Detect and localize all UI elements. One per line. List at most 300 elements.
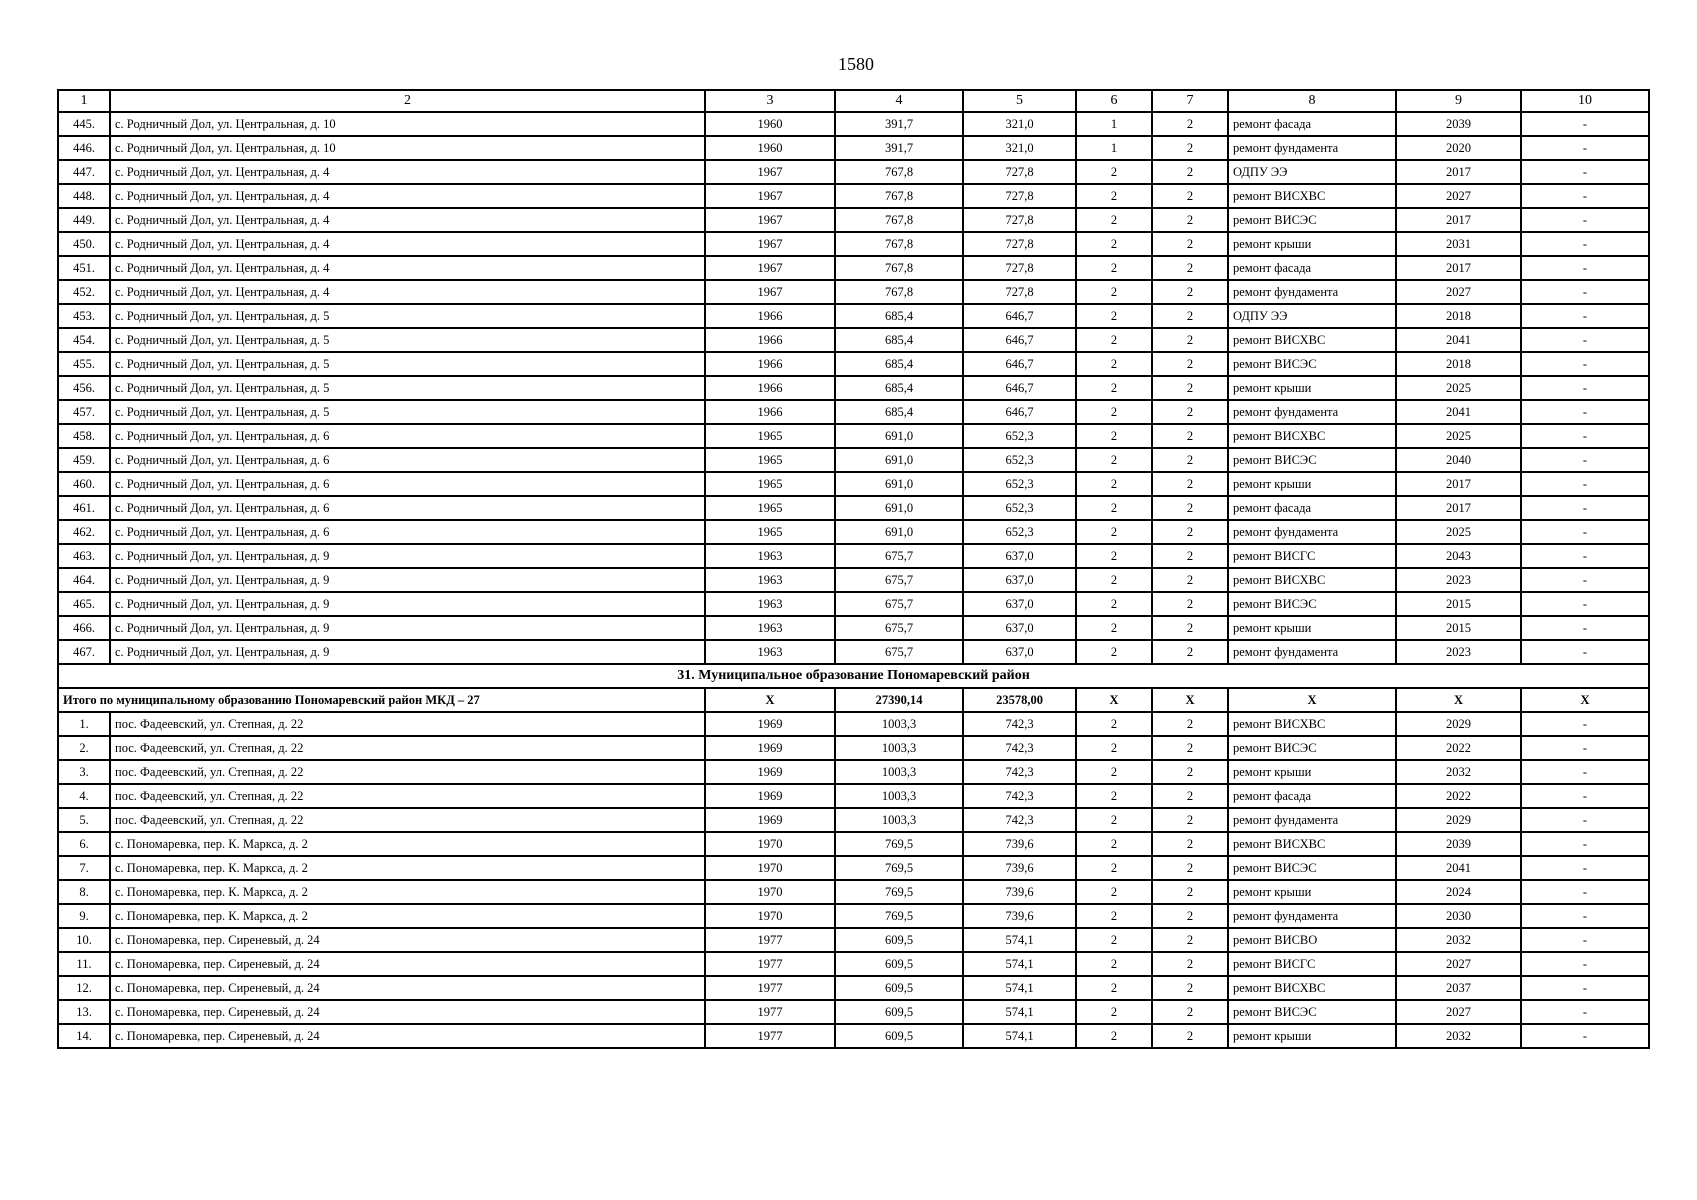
entrances-cell: 2 bbox=[1152, 352, 1228, 376]
work-type-cell: ремонт крыши bbox=[1228, 880, 1396, 904]
entrances-cell: 2 bbox=[1152, 1024, 1228, 1048]
planned-year-cell: 2022 bbox=[1396, 784, 1521, 808]
total-area-cell: 767,8 bbox=[835, 208, 963, 232]
table-row bbox=[58, 760, 1649, 784]
table-row bbox=[58, 976, 1649, 1000]
table-row bbox=[58, 736, 1649, 760]
address-cell: с. Родничный Дол, ул. Центральная, д. 6 bbox=[110, 496, 705, 520]
living-area-cell: 574,1 bbox=[963, 1024, 1076, 1048]
year-built-cell: 1965 bbox=[705, 472, 835, 496]
work-type-cell: ремонт ВИСХВС bbox=[1228, 424, 1396, 448]
floors-cell: 2 bbox=[1076, 904, 1152, 928]
floors-cell: 2 bbox=[1076, 400, 1152, 424]
entrances-cell: 2 bbox=[1152, 184, 1228, 208]
table-row bbox=[58, 784, 1649, 808]
planned-year-cell: 2025 bbox=[1396, 520, 1521, 544]
column-header: 2 bbox=[110, 90, 705, 112]
work-type-cell: ремонт крыши bbox=[1228, 232, 1396, 256]
living-area-cell: 742,3 bbox=[963, 736, 1076, 760]
floors-cell: 2 bbox=[1076, 880, 1152, 904]
table-row bbox=[58, 400, 1649, 424]
row-number-cell: 452. bbox=[58, 280, 110, 304]
work-type-cell: ремонт фасада bbox=[1228, 256, 1396, 280]
living-area-cell: 727,8 bbox=[963, 256, 1076, 280]
total-area-cell: 767,8 bbox=[835, 256, 963, 280]
planned-year-cell: 2020 bbox=[1396, 136, 1521, 160]
planned-year-cell: 2041 bbox=[1396, 400, 1521, 424]
total-area-cell: 685,4 bbox=[835, 328, 963, 352]
year-built-cell: 1977 bbox=[705, 1024, 835, 1048]
note-cell: - bbox=[1521, 904, 1649, 928]
column-header: 8 bbox=[1228, 90, 1396, 112]
living-area-cell: 727,8 bbox=[963, 280, 1076, 304]
entrances-cell: 2 bbox=[1152, 304, 1228, 328]
total-area-cell: 609,5 bbox=[835, 1024, 963, 1048]
table-row bbox=[58, 232, 1649, 256]
rows-before-section bbox=[58, 112, 1649, 664]
year-built-cell: 1965 bbox=[705, 520, 835, 544]
note-cell: - bbox=[1521, 472, 1649, 496]
table-row bbox=[58, 376, 1649, 400]
floors-cell: 2 bbox=[1076, 496, 1152, 520]
address-cell: с. Родничный Дол, ул. Центральная, д. 10 bbox=[110, 136, 705, 160]
row-number-cell: 465. bbox=[58, 592, 110, 616]
total-area-cell: 685,4 bbox=[835, 400, 963, 424]
total-cell: 23578,00 bbox=[963, 688, 1076, 712]
row-number-cell: 4. bbox=[58, 784, 110, 808]
row-number-cell: 11. bbox=[58, 952, 110, 976]
entrances-cell: 2 bbox=[1152, 880, 1228, 904]
total-area-cell: 675,7 bbox=[835, 640, 963, 664]
address-cell: с. Пономаревка, пер. Сиреневый, д. 24 bbox=[110, 1000, 705, 1024]
total-area-cell: 769,5 bbox=[835, 856, 963, 880]
row-number-cell: 463. bbox=[58, 544, 110, 568]
planned-year-cell: 2027 bbox=[1396, 280, 1521, 304]
planned-year-cell: 2025 bbox=[1396, 424, 1521, 448]
work-type-cell: ремонт ВИСХВС bbox=[1228, 328, 1396, 352]
note-cell: - bbox=[1521, 400, 1649, 424]
row-number-cell: 6. bbox=[58, 832, 110, 856]
note-cell: - bbox=[1521, 304, 1649, 328]
address-cell: с. Пономаревка, пер. К. Маркса, д. 2 bbox=[110, 832, 705, 856]
floors-cell: 2 bbox=[1076, 232, 1152, 256]
row-number-cell: 447. bbox=[58, 160, 110, 184]
row-number-cell: 460. bbox=[58, 472, 110, 496]
total-row bbox=[58, 688, 1649, 712]
floors-cell: 1 bbox=[1076, 136, 1152, 160]
total-area-cell: 1003,3 bbox=[835, 736, 963, 760]
table-row bbox=[58, 856, 1649, 880]
living-area-cell: 742,3 bbox=[963, 760, 1076, 784]
note-cell: - bbox=[1521, 856, 1649, 880]
address-cell: с. Родничный Дол, ул. Центральная, д. 4 bbox=[110, 208, 705, 232]
address-cell: с. Родничный Дол, ул. Центральная, д. 4 bbox=[110, 160, 705, 184]
address-cell: с. Родничный Дол, ул. Центральная, д. 6 bbox=[110, 424, 705, 448]
planned-year-cell: 2039 bbox=[1396, 112, 1521, 136]
year-built-cell: 1960 bbox=[705, 112, 835, 136]
planned-year-cell: 2015 bbox=[1396, 616, 1521, 640]
living-area-cell: 574,1 bbox=[963, 928, 1076, 952]
work-type-cell: ремонт ВИСХВС bbox=[1228, 568, 1396, 592]
table-row bbox=[58, 568, 1649, 592]
entrances-cell: 2 bbox=[1152, 520, 1228, 544]
column-header: 4 bbox=[835, 90, 963, 112]
row-number-cell: 467. bbox=[58, 640, 110, 664]
entrances-cell: 2 bbox=[1152, 280, 1228, 304]
note-cell: - bbox=[1521, 1000, 1649, 1024]
entrances-cell: 2 bbox=[1152, 976, 1228, 1000]
row-number-cell: 449. bbox=[58, 208, 110, 232]
address-cell: с. Родничный Дол, ул. Центральная, д. 9 bbox=[110, 592, 705, 616]
living-area-cell: 637,0 bbox=[963, 544, 1076, 568]
planned-year-cell: 2024 bbox=[1396, 880, 1521, 904]
address-cell: с. Пономаревка, пер. Сиреневый, д. 24 bbox=[110, 976, 705, 1000]
total-area-cell: 1003,3 bbox=[835, 760, 963, 784]
column-number-header-row bbox=[58, 90, 1649, 112]
address-cell: пос. Фадеевский, ул. Степная, д. 22 bbox=[110, 712, 705, 736]
entrances-cell: 2 bbox=[1152, 424, 1228, 448]
entrances-cell: 2 bbox=[1152, 232, 1228, 256]
planned-year-cell: 2040 bbox=[1396, 448, 1521, 472]
note-cell: - bbox=[1521, 736, 1649, 760]
table-row bbox=[58, 136, 1649, 160]
section-block bbox=[58, 664, 1649, 712]
note-cell: - bbox=[1521, 976, 1649, 1000]
table-row bbox=[58, 904, 1649, 928]
year-built-cell: 1977 bbox=[705, 928, 835, 952]
living-area-cell: 646,7 bbox=[963, 400, 1076, 424]
entrances-cell: 2 bbox=[1152, 208, 1228, 232]
floors-cell: 2 bbox=[1076, 952, 1152, 976]
planned-year-cell: 2027 bbox=[1396, 952, 1521, 976]
table-row bbox=[58, 424, 1649, 448]
address-cell: с. Пономаревка, пер. Сиреневый, д. 24 bbox=[110, 1024, 705, 1048]
entrances-cell: 2 bbox=[1152, 760, 1228, 784]
table-row bbox=[58, 112, 1649, 136]
entrances-cell: 2 bbox=[1152, 640, 1228, 664]
entrances-cell: 2 bbox=[1152, 616, 1228, 640]
floors-cell: 2 bbox=[1076, 808, 1152, 832]
total-area-cell: 769,5 bbox=[835, 904, 963, 928]
floors-cell: 2 bbox=[1076, 712, 1152, 736]
address-cell: с. Родничный Дол, ул. Центральная, д. 5 bbox=[110, 328, 705, 352]
total-area-cell: 691,0 bbox=[835, 520, 963, 544]
total-area-cell: 767,8 bbox=[835, 280, 963, 304]
floors-cell: 2 bbox=[1076, 256, 1152, 280]
work-type-cell: ремонт крыши bbox=[1228, 376, 1396, 400]
entrances-cell: 2 bbox=[1152, 400, 1228, 424]
total-area-cell: 609,5 bbox=[835, 928, 963, 952]
entrances-cell: 2 bbox=[1152, 808, 1228, 832]
living-area-cell: 646,7 bbox=[963, 352, 1076, 376]
living-area-cell: 652,3 bbox=[963, 472, 1076, 496]
year-built-cell: 1966 bbox=[705, 328, 835, 352]
address-cell: с. Родничный Дол, ул. Центральная, д. 9 bbox=[110, 544, 705, 568]
entrances-cell: 2 bbox=[1152, 544, 1228, 568]
year-built-cell: 1963 bbox=[705, 640, 835, 664]
year-built-cell: 1970 bbox=[705, 880, 835, 904]
work-type-cell: ремонт крыши bbox=[1228, 616, 1396, 640]
note-cell: - bbox=[1521, 928, 1649, 952]
planned-year-cell: 2032 bbox=[1396, 1024, 1521, 1048]
living-area-cell: 646,7 bbox=[963, 304, 1076, 328]
entrances-cell: 2 bbox=[1152, 568, 1228, 592]
row-number-cell: 13. bbox=[58, 1000, 110, 1024]
total-area-cell: 391,7 bbox=[835, 112, 963, 136]
row-number-cell: 453. bbox=[58, 304, 110, 328]
repair-schedule-table bbox=[57, 89, 1650, 1049]
entrances-cell: 2 bbox=[1152, 712, 1228, 736]
total-area-cell: 1003,3 bbox=[835, 808, 963, 832]
living-area-cell: 574,1 bbox=[963, 1000, 1076, 1024]
planned-year-cell: 2027 bbox=[1396, 184, 1521, 208]
living-area-cell: 321,0 bbox=[963, 136, 1076, 160]
year-built-cell: 1967 bbox=[705, 160, 835, 184]
floors-cell: 2 bbox=[1076, 976, 1152, 1000]
living-area-cell: 652,3 bbox=[963, 424, 1076, 448]
living-area-cell: 646,7 bbox=[963, 376, 1076, 400]
row-number-cell: 10. bbox=[58, 928, 110, 952]
entrances-cell: 2 bbox=[1152, 592, 1228, 616]
living-area-cell: 739,6 bbox=[963, 832, 1076, 856]
planned-year-cell: 2032 bbox=[1396, 928, 1521, 952]
address-cell: с. Родничный Дол, ул. Центральная, д. 6 bbox=[110, 520, 705, 544]
work-type-cell: ремонт ВИСГС bbox=[1228, 544, 1396, 568]
floors-cell: 2 bbox=[1076, 760, 1152, 784]
total-cell: 27390,14 bbox=[835, 688, 963, 712]
total-area-cell: 675,7 bbox=[835, 616, 963, 640]
table-row bbox=[58, 304, 1649, 328]
row-number-cell: 1. bbox=[58, 712, 110, 736]
table-row bbox=[58, 808, 1649, 832]
work-type-cell: ремонт ВИСЭС bbox=[1228, 856, 1396, 880]
column-header: 1 bbox=[58, 90, 110, 112]
work-type-cell: ремонт фундамента bbox=[1228, 808, 1396, 832]
note-cell: - bbox=[1521, 448, 1649, 472]
total-cell: X bbox=[1152, 688, 1228, 712]
address-cell: с. Родничный Дол, ул. Центральная, д. 5 bbox=[110, 376, 705, 400]
table-row bbox=[58, 328, 1649, 352]
table-row bbox=[58, 256, 1649, 280]
year-built-cell: 1965 bbox=[705, 448, 835, 472]
work-type-cell: ремонт ВИСГС bbox=[1228, 952, 1396, 976]
year-built-cell: 1969 bbox=[705, 808, 835, 832]
year-built-cell: 1977 bbox=[705, 1000, 835, 1024]
total-cell: X bbox=[705, 688, 835, 712]
entrances-cell: 2 bbox=[1152, 496, 1228, 520]
entrances-cell: 2 bbox=[1152, 448, 1228, 472]
work-type-cell: ремонт ВИСЭС bbox=[1228, 1000, 1396, 1024]
column-header: 6 bbox=[1076, 90, 1152, 112]
work-type-cell: ремонт ВИСХВС bbox=[1228, 184, 1396, 208]
table-row bbox=[58, 928, 1649, 952]
note-cell: - bbox=[1521, 232, 1649, 256]
total-area-cell: 685,4 bbox=[835, 304, 963, 328]
work-type-cell: ремонт ВИСВО bbox=[1228, 928, 1396, 952]
address-cell: с. Родничный Дол, ул. Центральная, д. 10 bbox=[110, 112, 705, 136]
entrances-cell: 2 bbox=[1152, 952, 1228, 976]
table-row bbox=[58, 640, 1649, 664]
address-cell: с. Родничный Дол, ул. Центральная, д. 5 bbox=[110, 400, 705, 424]
section-title-row bbox=[58, 664, 1649, 688]
year-built-cell: 1966 bbox=[705, 304, 835, 328]
note-cell: - bbox=[1521, 712, 1649, 736]
entrances-cell: 2 bbox=[1152, 736, 1228, 760]
row-number-cell: 455. bbox=[58, 352, 110, 376]
floors-cell: 2 bbox=[1076, 928, 1152, 952]
year-built-cell: 1970 bbox=[705, 832, 835, 856]
year-built-cell: 1969 bbox=[705, 736, 835, 760]
planned-year-cell: 2017 bbox=[1396, 160, 1521, 184]
living-area-cell: 646,7 bbox=[963, 328, 1076, 352]
work-type-cell: ремонт крыши bbox=[1228, 472, 1396, 496]
total-area-cell: 769,5 bbox=[835, 832, 963, 856]
row-number-cell: 464. bbox=[58, 568, 110, 592]
living-area-cell: 637,0 bbox=[963, 568, 1076, 592]
row-number-cell: 2. bbox=[58, 736, 110, 760]
entrances-cell: 2 bbox=[1152, 1000, 1228, 1024]
note-cell: - bbox=[1521, 520, 1649, 544]
planned-year-cell: 2018 bbox=[1396, 304, 1521, 328]
year-built-cell: 1969 bbox=[705, 784, 835, 808]
address-cell: с. Пономаревка, пер. К. Маркса, д. 2 bbox=[110, 904, 705, 928]
living-area-cell: 637,0 bbox=[963, 592, 1076, 616]
rows-after-section bbox=[58, 712, 1649, 1048]
planned-year-cell: 2017 bbox=[1396, 472, 1521, 496]
entrances-cell: 2 bbox=[1152, 112, 1228, 136]
note-cell: - bbox=[1521, 280, 1649, 304]
note-cell: - bbox=[1521, 760, 1649, 784]
table-row bbox=[58, 952, 1649, 976]
year-built-cell: 1966 bbox=[705, 376, 835, 400]
work-type-cell: ремонт ВИСХВС bbox=[1228, 832, 1396, 856]
floors-cell: 1 bbox=[1076, 112, 1152, 136]
planned-year-cell: 2030 bbox=[1396, 904, 1521, 928]
planned-year-cell: 2027 bbox=[1396, 1000, 1521, 1024]
floors-cell: 2 bbox=[1076, 1024, 1152, 1048]
planned-year-cell: 2043 bbox=[1396, 544, 1521, 568]
floors-cell: 2 bbox=[1076, 832, 1152, 856]
living-area-cell: 652,3 bbox=[963, 520, 1076, 544]
column-header: 9 bbox=[1396, 90, 1521, 112]
row-number-cell: 14. bbox=[58, 1024, 110, 1048]
floors-cell: 2 bbox=[1076, 544, 1152, 568]
work-type-cell: ремонт ВИСХВС bbox=[1228, 712, 1396, 736]
year-built-cell: 1977 bbox=[705, 952, 835, 976]
work-type-cell: ремонт фундамента bbox=[1228, 136, 1396, 160]
floors-cell: 2 bbox=[1076, 208, 1152, 232]
planned-year-cell: 2023 bbox=[1396, 640, 1521, 664]
address-cell: с. Родничный Дол, ул. Центральная, д. 6 bbox=[110, 448, 705, 472]
floors-cell: 2 bbox=[1076, 616, 1152, 640]
year-built-cell: 1967 bbox=[705, 232, 835, 256]
entrances-cell: 2 bbox=[1152, 328, 1228, 352]
total-cell: X bbox=[1228, 688, 1396, 712]
work-type-cell: ремонт фундамента bbox=[1228, 400, 1396, 424]
entrances-cell: 2 bbox=[1152, 376, 1228, 400]
address-cell: с. Родничный Дол, ул. Центральная, д. 6 bbox=[110, 472, 705, 496]
row-number-cell: 3. bbox=[58, 760, 110, 784]
row-number-cell: 457. bbox=[58, 400, 110, 424]
total-area-cell: 609,5 bbox=[835, 952, 963, 976]
table-row bbox=[58, 472, 1649, 496]
floors-cell: 2 bbox=[1076, 568, 1152, 592]
year-built-cell: 1963 bbox=[705, 544, 835, 568]
year-built-cell: 1965 bbox=[705, 424, 835, 448]
planned-year-cell: 2041 bbox=[1396, 328, 1521, 352]
table-row bbox=[58, 184, 1649, 208]
address-cell: с. Родничный Дол, ул. Центральная, д. 9 bbox=[110, 616, 705, 640]
address-cell: пос. Фадеевский, ул. Степная, д. 22 bbox=[110, 784, 705, 808]
total-area-cell: 1003,3 bbox=[835, 712, 963, 736]
work-type-cell: ремонт фундамента bbox=[1228, 640, 1396, 664]
note-cell: - bbox=[1521, 112, 1649, 136]
address-cell: с. Родничный Дол, ул. Центральная, д. 5 bbox=[110, 304, 705, 328]
address-cell: с. Родничный Дол, ул. Центральная, д. 4 bbox=[110, 232, 705, 256]
entrances-cell: 2 bbox=[1152, 832, 1228, 856]
address-cell: с. Родничный Дол, ул. Центральная, д. 5 bbox=[110, 352, 705, 376]
table-row bbox=[58, 832, 1649, 856]
living-area-cell: 637,0 bbox=[963, 616, 1076, 640]
address-cell: с. Пономаревка, пер. К. Маркса, д. 2 bbox=[110, 856, 705, 880]
planned-year-cell: 2032 bbox=[1396, 760, 1521, 784]
floors-cell: 2 bbox=[1076, 424, 1152, 448]
total-area-cell: 685,4 bbox=[835, 352, 963, 376]
work-type-cell: ремонт ВИСХВС bbox=[1228, 976, 1396, 1000]
work-type-cell: ремонт фасада bbox=[1228, 112, 1396, 136]
address-cell: с. Пономаревка, пер. К. Маркса, д. 2 bbox=[110, 880, 705, 904]
note-cell: - bbox=[1521, 1024, 1649, 1048]
note-cell: - bbox=[1521, 808, 1649, 832]
total-area-cell: 767,8 bbox=[835, 232, 963, 256]
total-area-cell: 675,7 bbox=[835, 544, 963, 568]
work-type-cell: ремонт ВИСЭС bbox=[1228, 736, 1396, 760]
entrances-cell: 2 bbox=[1152, 256, 1228, 280]
total-area-cell: 691,0 bbox=[835, 424, 963, 448]
table-row bbox=[58, 280, 1649, 304]
planned-year-cell: 2018 bbox=[1396, 352, 1521, 376]
column-header: 7 bbox=[1152, 90, 1228, 112]
year-built-cell: 1963 bbox=[705, 616, 835, 640]
planned-year-cell: 2037 bbox=[1396, 976, 1521, 1000]
year-built-cell: 1965 bbox=[705, 496, 835, 520]
entrances-cell: 2 bbox=[1152, 136, 1228, 160]
address-cell: с. Пономаревка, пер. Сиреневый, д. 24 bbox=[110, 952, 705, 976]
row-number-cell: 461. bbox=[58, 496, 110, 520]
living-area-cell: 739,6 bbox=[963, 880, 1076, 904]
total-area-cell: 767,8 bbox=[835, 184, 963, 208]
floors-cell: 2 bbox=[1076, 328, 1152, 352]
work-type-cell: ремонт ВИСЭС bbox=[1228, 448, 1396, 472]
year-built-cell: 1966 bbox=[705, 352, 835, 376]
note-cell: - bbox=[1521, 376, 1649, 400]
entrances-cell: 2 bbox=[1152, 904, 1228, 928]
table-row bbox=[58, 208, 1649, 232]
address-cell: с. Пономаревка, пер. Сиреневый, д. 24 bbox=[110, 928, 705, 952]
total-area-cell: 685,4 bbox=[835, 376, 963, 400]
living-area-cell: 652,3 bbox=[963, 496, 1076, 520]
year-built-cell: 1977 bbox=[705, 976, 835, 1000]
floors-cell: 2 bbox=[1076, 376, 1152, 400]
row-number-cell: 459. bbox=[58, 448, 110, 472]
column-header: 10 bbox=[1521, 90, 1649, 112]
section-title: 31. Муниципальное образование Пономаревский район bbox=[58, 664, 1649, 688]
note-cell: - bbox=[1521, 424, 1649, 448]
planned-year-cell: 2025 bbox=[1396, 376, 1521, 400]
row-number-cell: 454. bbox=[58, 328, 110, 352]
row-number-cell: 448. bbox=[58, 184, 110, 208]
note-cell: - bbox=[1521, 568, 1649, 592]
